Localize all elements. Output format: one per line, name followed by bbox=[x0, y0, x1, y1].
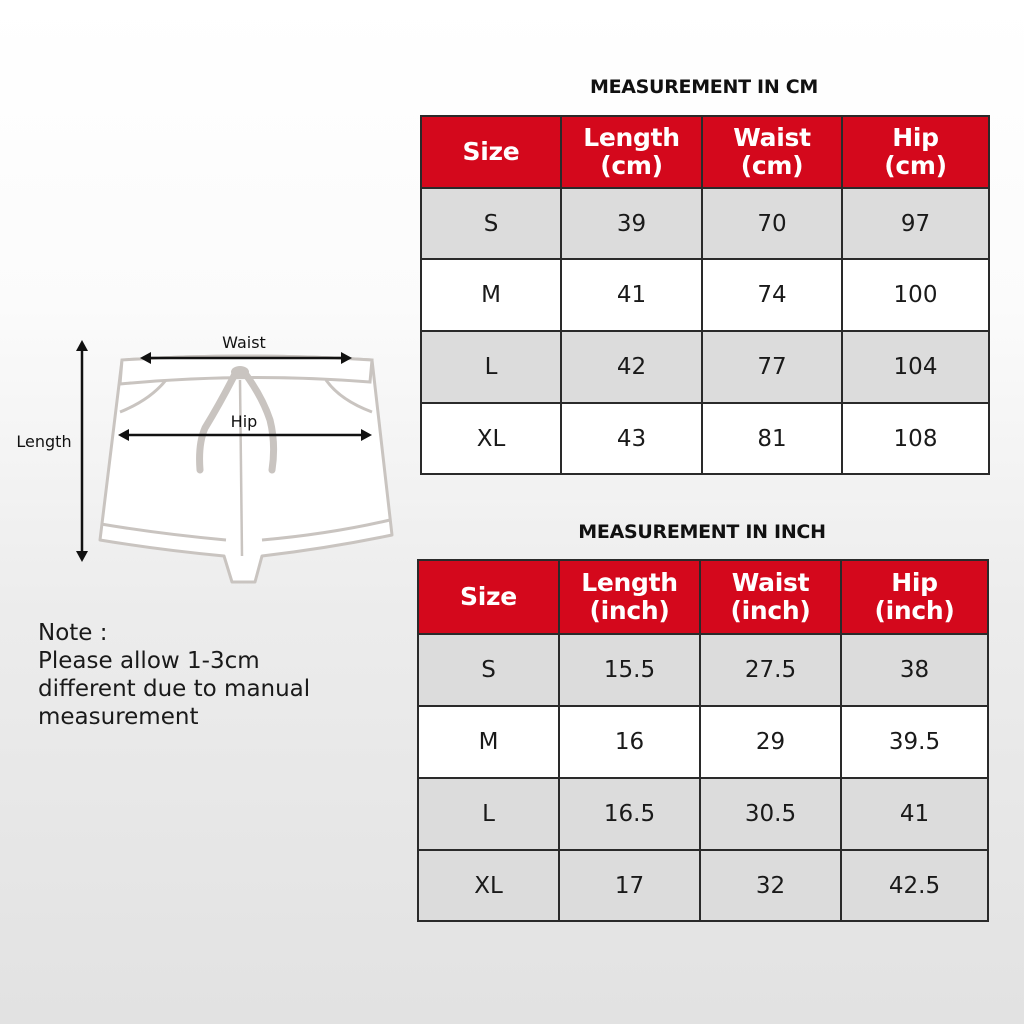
shorts-diagram bbox=[0, 320, 420, 600]
header-size: Size bbox=[421, 116, 561, 188]
hip-cell: 104 bbox=[842, 331, 989, 403]
size-cell: S bbox=[421, 188, 561, 259]
hip-cell: 38 bbox=[841, 634, 988, 706]
table-row bbox=[418, 706, 988, 778]
table-row bbox=[418, 850, 988, 921]
waist-cell: 32 bbox=[700, 850, 841, 921]
note-line: measurement bbox=[38, 704, 199, 730]
length-cell: 16.5 bbox=[559, 778, 700, 850]
note-title: Note : bbox=[38, 620, 108, 646]
length-cell: 42 bbox=[561, 331, 702, 403]
inch-size-table bbox=[417, 559, 989, 922]
inch-table-title: MEASUREMENT IN INCH bbox=[578, 521, 826, 543]
waist-cell: 30.5 bbox=[700, 778, 841, 850]
waist-cell: 70 bbox=[702, 188, 842, 259]
inch-header-row bbox=[418, 560, 988, 634]
waist-cell: 81 bbox=[702, 403, 842, 474]
hip-cell: 41 bbox=[841, 778, 988, 850]
length-cell: 17 bbox=[559, 850, 700, 921]
size-cell: M bbox=[421, 259, 561, 331]
header-hip: Hip (cm) bbox=[842, 116, 989, 188]
hip-cell: 39.5 bbox=[841, 706, 988, 778]
length-arrow bbox=[76, 340, 88, 562]
cm-header-row bbox=[421, 116, 989, 188]
table-row bbox=[421, 259, 989, 331]
hip-label: Hip bbox=[230, 412, 258, 431]
table-row bbox=[421, 331, 989, 403]
size-cell: L bbox=[418, 778, 559, 850]
shorts-outline-icon bbox=[100, 356, 392, 582]
note-line: Please allow 1-3cm bbox=[38, 648, 260, 674]
length-cell: 39 bbox=[561, 188, 702, 259]
waist-cell: 29 bbox=[700, 706, 841, 778]
table-row bbox=[421, 188, 989, 259]
measurement-note bbox=[38, 619, 368, 731]
hip-cell: 42.5 bbox=[841, 850, 988, 921]
waist-cell: 27.5 bbox=[700, 634, 841, 706]
note-line: different due to manual bbox=[38, 676, 311, 702]
waist-cell: 77 bbox=[702, 331, 842, 403]
waist-label: Waist bbox=[222, 333, 266, 352]
header-size: Size bbox=[418, 560, 559, 634]
hip-cell: 108 bbox=[842, 403, 989, 474]
size-cell: XL bbox=[421, 403, 561, 474]
header-waist: Waist (cm) bbox=[702, 116, 842, 188]
cm-size-table bbox=[420, 115, 990, 475]
table-row bbox=[418, 778, 988, 850]
length-cell: 43 bbox=[561, 403, 702, 474]
length-cell: 41 bbox=[561, 259, 702, 331]
header-length: Length (cm) bbox=[561, 116, 702, 188]
hip-cell: 97 bbox=[842, 188, 989, 259]
length-cell: 15.5 bbox=[559, 634, 700, 706]
hip-cell: 100 bbox=[842, 259, 989, 331]
header-waist: Waist (inch) bbox=[700, 560, 841, 634]
size-cell: S bbox=[418, 634, 559, 706]
table-row bbox=[418, 634, 988, 706]
length-cell: 16 bbox=[559, 706, 700, 778]
size-cell: XL bbox=[418, 850, 559, 921]
header-length: Length (inch) bbox=[559, 560, 700, 634]
header-hip: Hip (inch) bbox=[841, 560, 988, 634]
table-row bbox=[421, 403, 989, 474]
length-label: Length bbox=[16, 432, 72, 451]
waist-cell: 74 bbox=[702, 259, 842, 331]
cm-table-title: MEASUREMENT IN CM bbox=[589, 76, 818, 98]
size-cell: L bbox=[421, 331, 561, 403]
size-cell: M bbox=[418, 706, 559, 778]
